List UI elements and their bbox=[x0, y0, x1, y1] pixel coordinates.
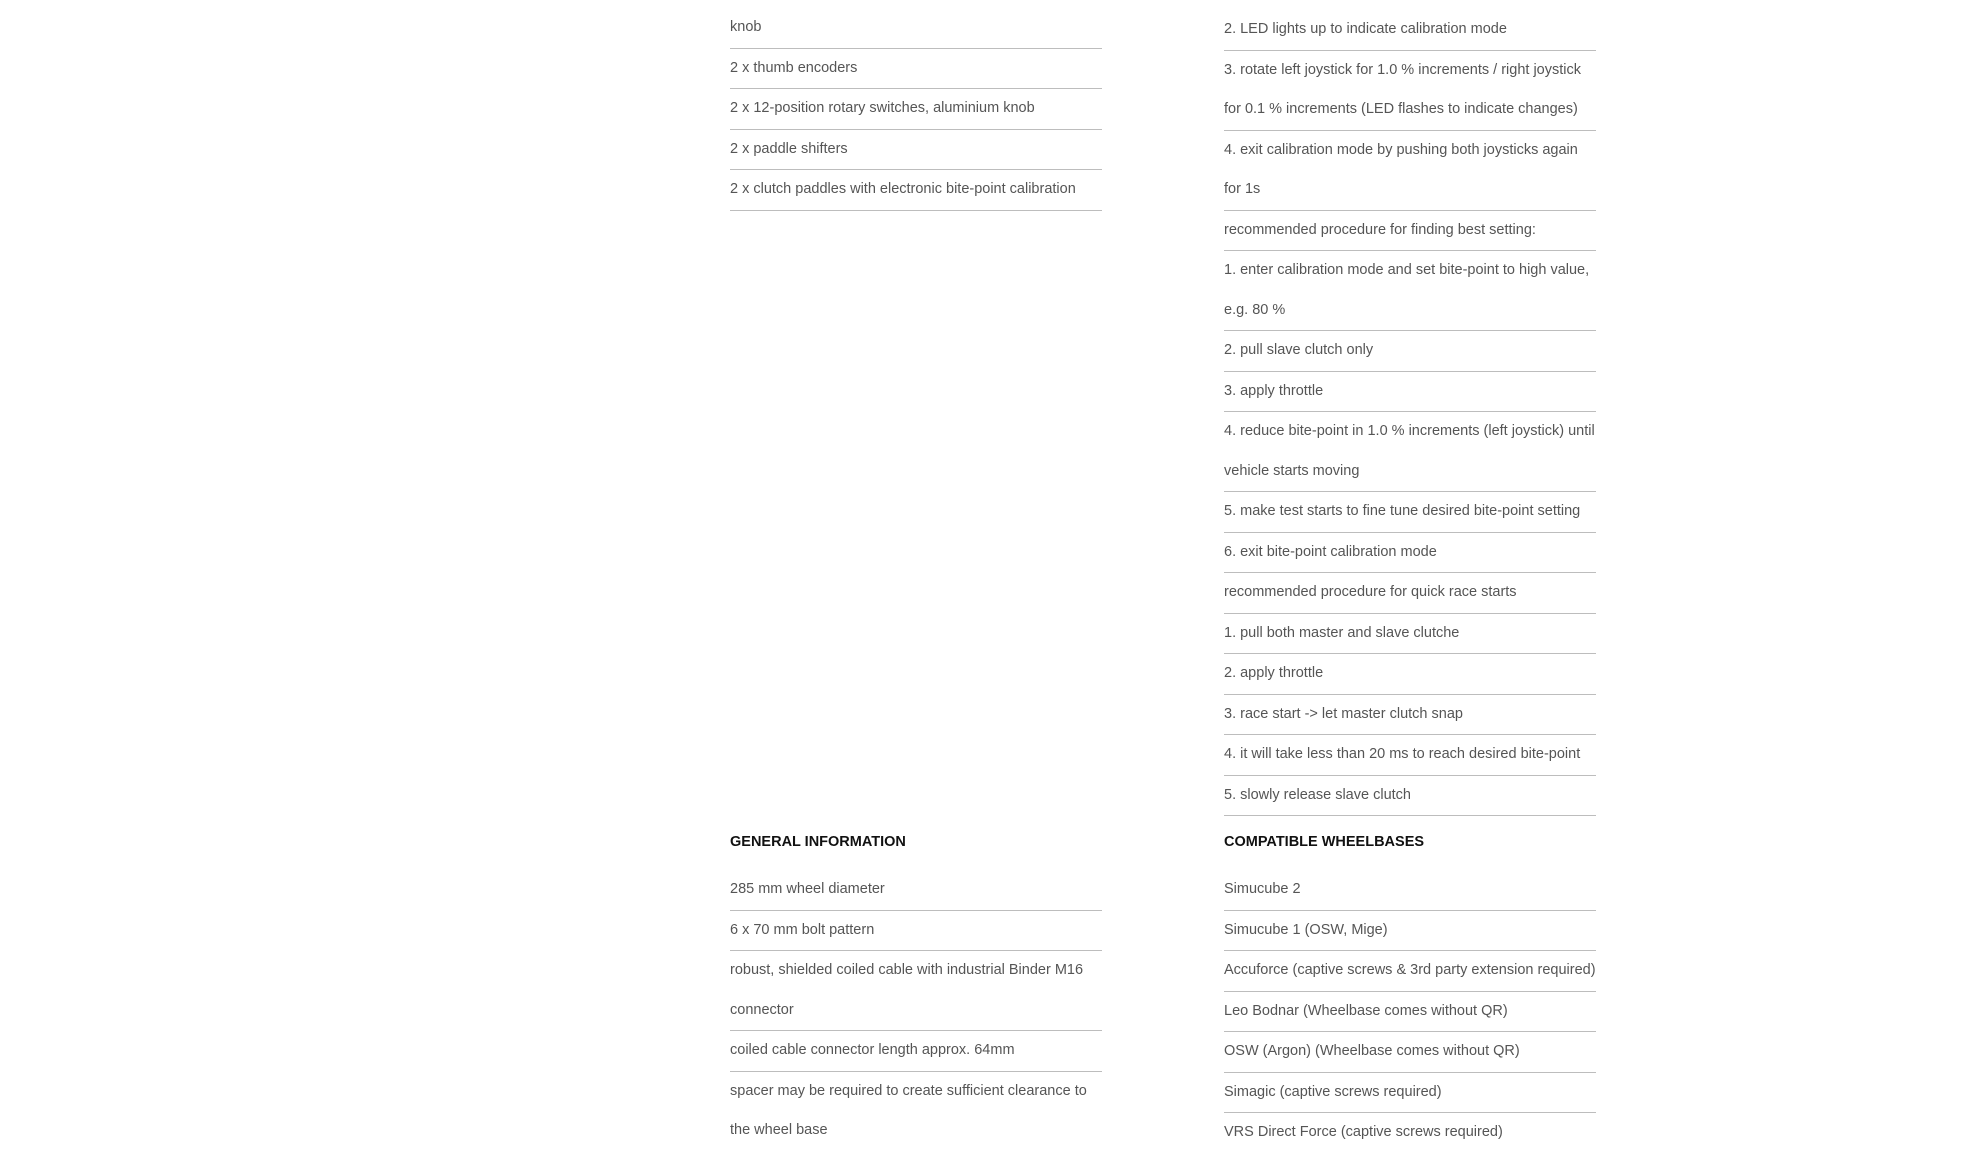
list-item: OSW (Argon) (Wheelbase comes without QR) bbox=[1224, 1032, 1596, 1073]
list-item: 6. exit bite-point calibration mode bbox=[1224, 533, 1596, 574]
section-heading: COMPATIBLE WHEELBASES bbox=[1224, 834, 1425, 850]
list-item: knob bbox=[730, 8, 1102, 49]
list-item: VRS Direct Force (captive screws required) bbox=[1224, 1124, 1503, 1140]
list-item: 3. rotate left joystick for 1.0 % increments / right joystick for 0.1 % increments (LED flashes to indicate changes) bbox=[1224, 51, 1596, 131]
list-item: Simagic (captive screws required) bbox=[1224, 1073, 1596, 1114]
compatible-wheelbases-section bbox=[1224, 831, 1596, 1153]
list-item: robust, shielded coiled cable with industrial Binder M16 connector bbox=[730, 951, 1102, 1031]
general-information-section bbox=[730, 831, 1102, 1151]
list-item: 2. pull slave clutch only bbox=[1224, 331, 1596, 372]
list-item: 285 mm wheel diameter bbox=[730, 870, 1102, 911]
list-item: 6 x 70 mm bolt pattern bbox=[730, 911, 1102, 952]
list-item: Accuforce (captive screws & 3rd party extension required) bbox=[1224, 951, 1596, 992]
list-item: 2 x clutch paddles with electronic bite-point calibration bbox=[730, 170, 1102, 211]
list-item: recommended procedure for finding best setting: bbox=[1224, 211, 1596, 252]
list-item: 1. enter calibration mode and set bite-point to high value, e.g. 80 % bbox=[1224, 251, 1596, 331]
list-item: recommended procedure for quick race starts bbox=[1224, 573, 1596, 614]
list-item: Simucube 1 (OSW, Mige) bbox=[1224, 911, 1596, 952]
list-item: 2 x paddle shifters bbox=[730, 130, 1102, 171]
list-item: Leo Bodnar (Wheelbase comes without QR) bbox=[1224, 992, 1596, 1033]
list-item: 2. apply throttle bbox=[1224, 654, 1596, 695]
list-item: 2 x thumb encoders bbox=[730, 49, 1102, 90]
list-item: 4. reduce bite-point in 1.0 % increments (left joystick) until vehicle starts moving bbox=[1224, 412, 1596, 492]
list-item: coiled cable connector length approx. 64mm bbox=[730, 1031, 1102, 1072]
list-item: 2 x 12-position rotary switches, aluminium knob bbox=[730, 89, 1102, 130]
compatible-wheelbases-list bbox=[1224, 870, 1596, 1153]
controls-list bbox=[730, 8, 1102, 211]
list-item: 2. LED lights up to indicate calibration mode bbox=[1224, 10, 1596, 51]
list-item: 1. pull both master and slave clutche bbox=[1224, 614, 1596, 655]
section-heading: GENERAL INFORMATION bbox=[730, 834, 906, 850]
calibration-list bbox=[1224, 10, 1596, 816]
list-item: 3. race start -> let master clutch snap bbox=[1224, 695, 1596, 736]
list-item: spacer may be required to create sufficient clearance to the wheel base bbox=[730, 1082, 1087, 1138]
list-item: 4. it will take less than 20 ms to reach desired bite-point bbox=[1224, 735, 1596, 776]
list-item: 3. apply throttle bbox=[1224, 372, 1596, 413]
list-item: Simucube 2 bbox=[1224, 870, 1596, 911]
controls-section bbox=[730, 8, 1102, 211]
calibration-section bbox=[1224, 10, 1596, 816]
list-item: 4. exit calibration mode by pushing both joysticks again for 1s bbox=[1224, 131, 1596, 211]
list-item: 5. make test starts to fine tune desired bite-point setting bbox=[1224, 492, 1596, 533]
list-item: 5. slowly release slave clutch bbox=[1224, 776, 1596, 817]
general-information-list bbox=[730, 870, 1102, 1151]
